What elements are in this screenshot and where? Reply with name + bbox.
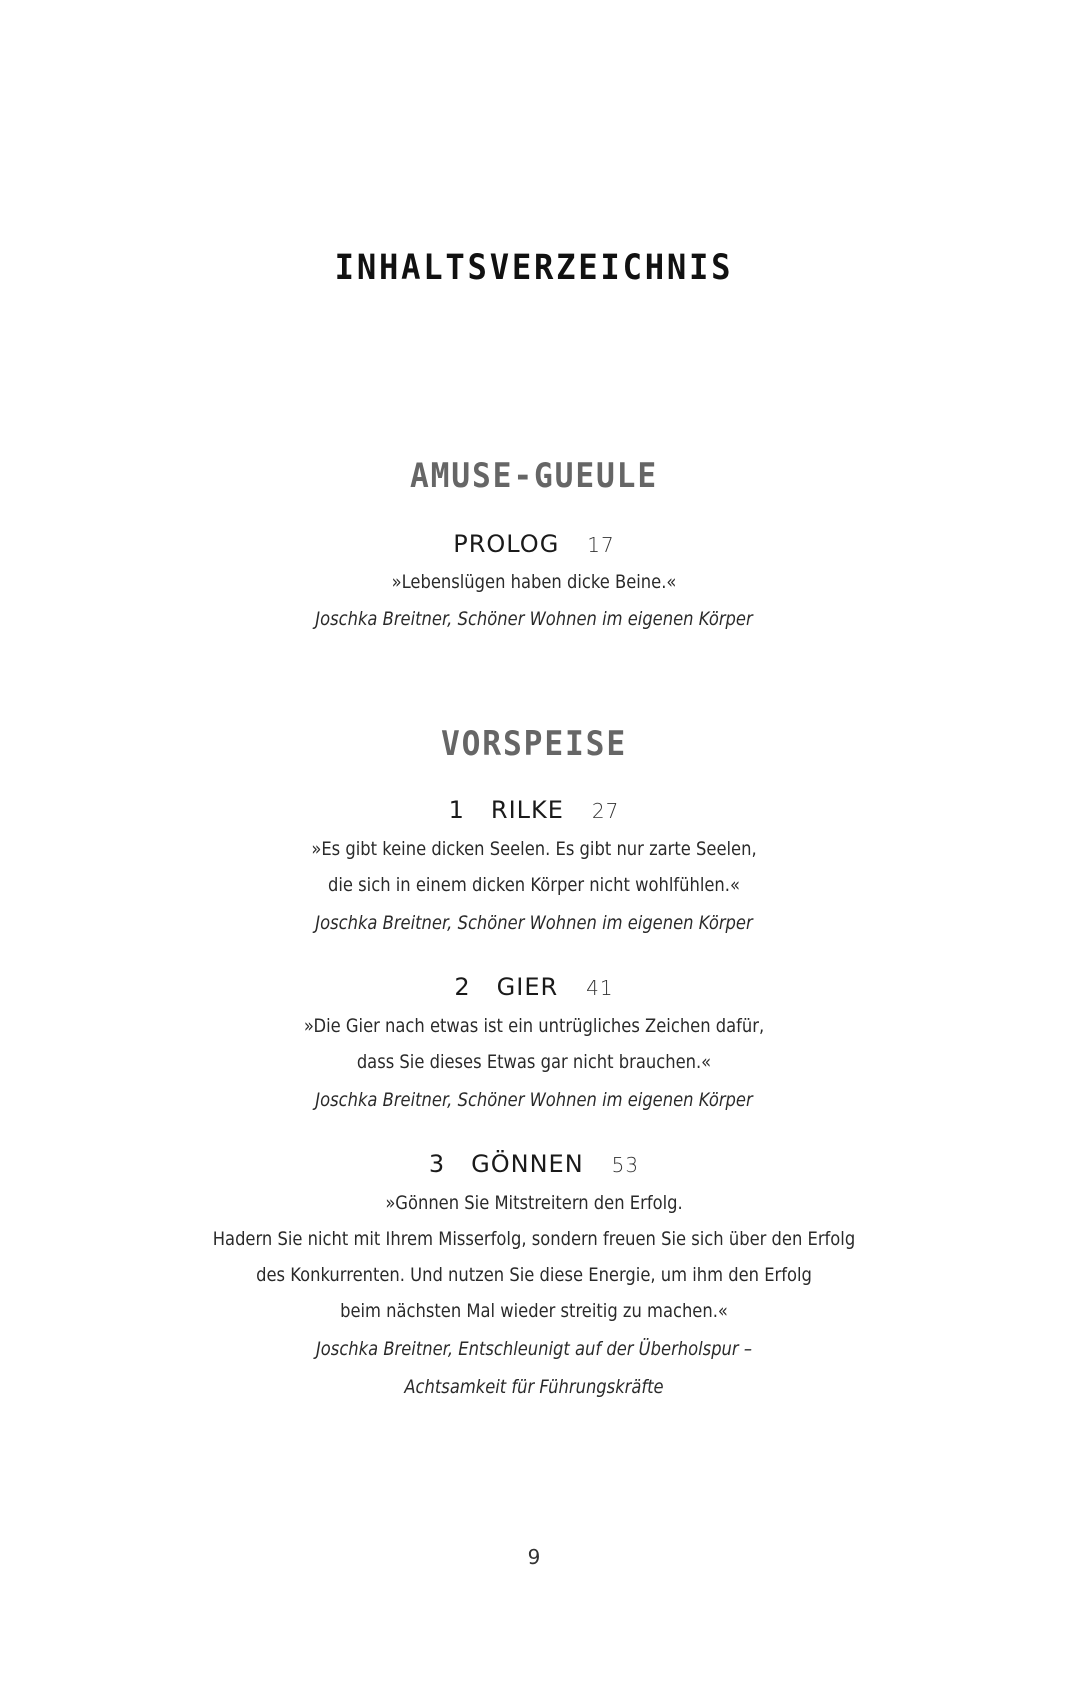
entry-title: PROLOG xyxy=(453,530,560,558)
entry-quote xyxy=(75,1185,993,1329)
entry-number: 3 xyxy=(428,1150,446,1178)
entry-source xyxy=(75,904,993,942)
entry-page-number: 27 xyxy=(591,799,620,823)
entry-page-number: 17 xyxy=(587,533,615,557)
source-line: Joschka Breitner, Schöner Wohnen im eigenen Körper xyxy=(315,1089,753,1111)
quote-line: »Es gibt keine dicken Seelen. Es gibt nur zarte Seelen, xyxy=(311,838,757,860)
page-number: 9 xyxy=(527,1545,541,1569)
toc-entry-goennen xyxy=(0,1150,1068,1178)
quote-line: beim nächsten Mal wieder streitig zu machen.« xyxy=(340,1300,728,1322)
entry-title: RILKE xyxy=(490,796,564,824)
entry-title: GIER xyxy=(496,973,559,1001)
quote-line: des Konkurrenten. Und nutzen Sie diese Energie, um ihm den Erfolg xyxy=(256,1264,812,1286)
quote-line: Hadern Sie nicht mit Ihrem Misserfolg, sondern freuen Sie sich über den Erfolg xyxy=(212,1228,856,1250)
quote-line: »Gönnen Sie Mitstreitern den Erfolg. xyxy=(385,1192,683,1214)
entry-quote xyxy=(75,564,993,600)
source-line: Joschka Breitner, Entschleunigt auf der Überholspur – xyxy=(315,1338,753,1360)
toc-title: INHALTSVERZEICHNIS xyxy=(334,248,734,288)
entry-quote xyxy=(75,1008,993,1080)
entry-source xyxy=(75,600,993,638)
entry-source xyxy=(75,1330,993,1406)
toc-entry-rilke xyxy=(0,796,1068,824)
entry-source xyxy=(75,1081,993,1119)
quote-line: »Lebenslügen haben dicke Beine.« xyxy=(391,571,677,593)
source-line: Achtsamkeit für Führungskräfte xyxy=(404,1376,664,1398)
entry-quote xyxy=(75,831,993,903)
entry-title: GÖNNEN xyxy=(471,1150,584,1178)
entry-number: 2 xyxy=(454,973,471,1001)
toc-entry-gier xyxy=(0,973,1068,1001)
section-title-vorspeise: VORSPEISE xyxy=(440,724,628,764)
entry-page-number: 53 xyxy=(611,1153,640,1177)
section-title-amuse-gueule: AMUSE-GUEULE xyxy=(409,456,659,496)
quote-line: dass Sie dieses Etwas gar nicht brauchen.« xyxy=(356,1051,712,1073)
quote-line: die sich in einem dicken Körper nicht wohlfühlen.« xyxy=(328,874,740,896)
entry-number: 1 xyxy=(448,796,465,824)
toc-entry-prolog xyxy=(0,530,1068,558)
source-line: Joschka Breitner, Schöner Wohnen im eigenen Körper xyxy=(315,608,753,630)
source-line: Joschka Breitner, Schöner Wohnen im eigenen Körper xyxy=(315,912,753,934)
quote-line: »Die Gier nach etwas ist ein untrügliches Zeichen dafür, xyxy=(303,1015,765,1037)
entry-page-number: 41 xyxy=(586,976,614,1000)
